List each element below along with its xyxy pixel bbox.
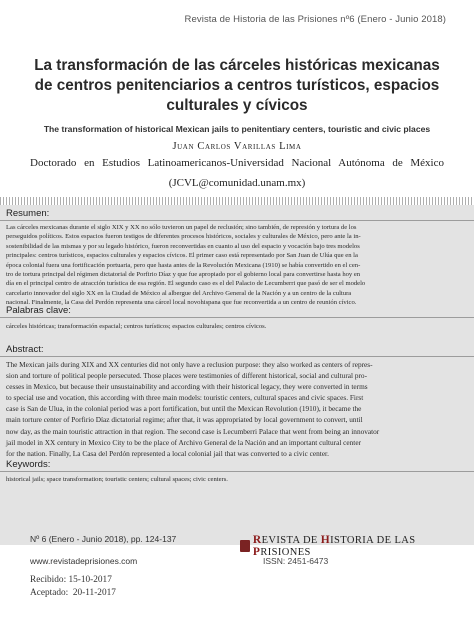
keywords-heading: Keywords: xyxy=(6,459,51,470)
resumen-line: Las cárceles mexicanas durante el siglo XIX y XX no sólo tuvieron un papel de reclusión; sino también, de represión y tortura de los xyxy=(6,224,357,231)
abstract-line: now day, as the main touristic attraction in that region. The second case is Lecumberri Palace that went from being an innovator xyxy=(6,426,380,436)
section-divider xyxy=(0,220,474,221)
abstract-heading: Abstract: xyxy=(6,344,44,355)
journal-emblem-icon xyxy=(240,540,250,552)
issn: ISSN: 2451-6473 xyxy=(263,556,329,566)
abstract-line: case is San de Ulua, in the colonial period was a port fortification, but until the Mexican Revolution (1910), it became the xyxy=(6,404,362,414)
section-divider xyxy=(0,471,474,472)
resumen-line: época colonial fuera una fortificación portuaria, pero que hasta antes de la Revolución Mexicana (1910) se había convertido en el cen- xyxy=(6,261,361,269)
palabras-clave-heading: Palabras clave: xyxy=(6,305,71,316)
section-divider xyxy=(0,356,474,357)
abstract-line: jail model in XX century in Mexico City to be the place of Archivo General de la Nación and an important cultural center xyxy=(6,437,361,447)
author-email: (JCVL@comunidad.unam.mx) xyxy=(168,177,306,189)
journal-logo-text: REVISTA DE HISTORIA DE LAS PRISIONES xyxy=(252,534,416,558)
resumen-line: sostenibilidad de las mismas y por su legado histórico, fueron reconvertidas en cuanto al uso del espacio y vocación bajo tres modelos xyxy=(6,242,360,250)
author-affiliation: Doctorado en Estudios Latinoamericanos-Universidad Nacional Autónoma de México xyxy=(30,157,444,169)
journal-logo xyxy=(240,534,474,558)
article-title-es xyxy=(20,56,454,116)
keywords-text: historical jails; space transformation; touristic centers; cultural spaces; civic centers. xyxy=(6,476,228,483)
title-line: culturales y cívicos xyxy=(166,97,308,114)
resumen-line: principales: centros turísticos, espacios culturales y espacios cívicos. El primer caso está representado por San Juan de Ulúa que en la xyxy=(6,252,358,260)
resumen-text xyxy=(6,223,468,308)
title-line: de centros penitenciarios a centros turísticos, espacios xyxy=(34,77,440,94)
abstract-line: for the nation. Finally, La Casa del Perdón represented a local colonial jail that was converted to a civic center. xyxy=(6,448,329,458)
palabras-clave-text: cárceles históricas; transformación espacial; centros turísticos; espacios culturales; centros cívicos. xyxy=(6,323,267,330)
title-line: La transformación de las cárceles históricas mexicanas xyxy=(34,57,440,74)
section-divider xyxy=(0,317,474,318)
abstract-line: sion and torture of political people persecuted. Those places were testimonies of different historical, social and cultural pro- xyxy=(6,371,368,381)
citation: Nº 6 (Enero - Junio 2018), pp. 124-137 xyxy=(30,534,177,544)
author-name: Juan Carlos Varillas Lima xyxy=(172,141,302,152)
abstract-text xyxy=(6,359,468,459)
resumen-line: tro de tortura principal del régimen dictatorial de Porfirio Díaz y que fue apropiado por el gobierno local para convertirse hasta hoy en xyxy=(6,271,361,279)
abstract-line: The Mexican jails during XIX and XX centuries did not only have a reclusion purpose: they also worked as centers of repres- xyxy=(6,360,373,369)
website-link[interactable]: www.revistadeprisiones.com xyxy=(30,556,138,566)
resumen-heading: Resumen: xyxy=(6,208,50,219)
abstract-panel xyxy=(0,205,474,545)
article-title-en: The transformation of historical Mexican jails to penitentiary centers, touristic and civic places xyxy=(43,124,431,134)
abstract-line: to special use and vocation, this according with three main models: touristic centers, cultural spaces and civic spaces. First xyxy=(6,393,364,403)
resumen-line: perseguidos políticos. Estos espacios fueron testigos de diferentes procesos históricos, sociales y culturales de México, pero ante la in- xyxy=(6,233,361,241)
received-date: Recibido: 15-10-2017 xyxy=(30,575,112,585)
journal-header: Revista de Historia de las Prisiones nº6 (Enero - Junio 2018) xyxy=(184,14,446,25)
abstract-line: main torture center of Porfirio Díaz dictatorial regime; after that, it was appropriated by local government to convert, until xyxy=(6,415,363,425)
abstract-line: cesses in Mexico, but because their unsustainability and according with their historical legacy, they were converted in terms xyxy=(6,382,368,392)
resumen-line: carcelario innovador del siglo XX en la Ciudad de México al albergue del Archivo General de la Nación y a un centro de la cultura xyxy=(6,289,352,297)
resumen-line: nacional. Finalmente, la Casa del Perdón representa una cárcel local novohispana que fue reconvertida a un centro de reunión cívico. xyxy=(6,299,357,307)
accepted-date: Aceptado: 20-11-2017 xyxy=(30,588,116,598)
resumen-line: día en el principal centro de atracción turística de esa región. El segundo caso es el del Palacio de Lecumberri que pasó de ser el modelo xyxy=(6,280,366,288)
